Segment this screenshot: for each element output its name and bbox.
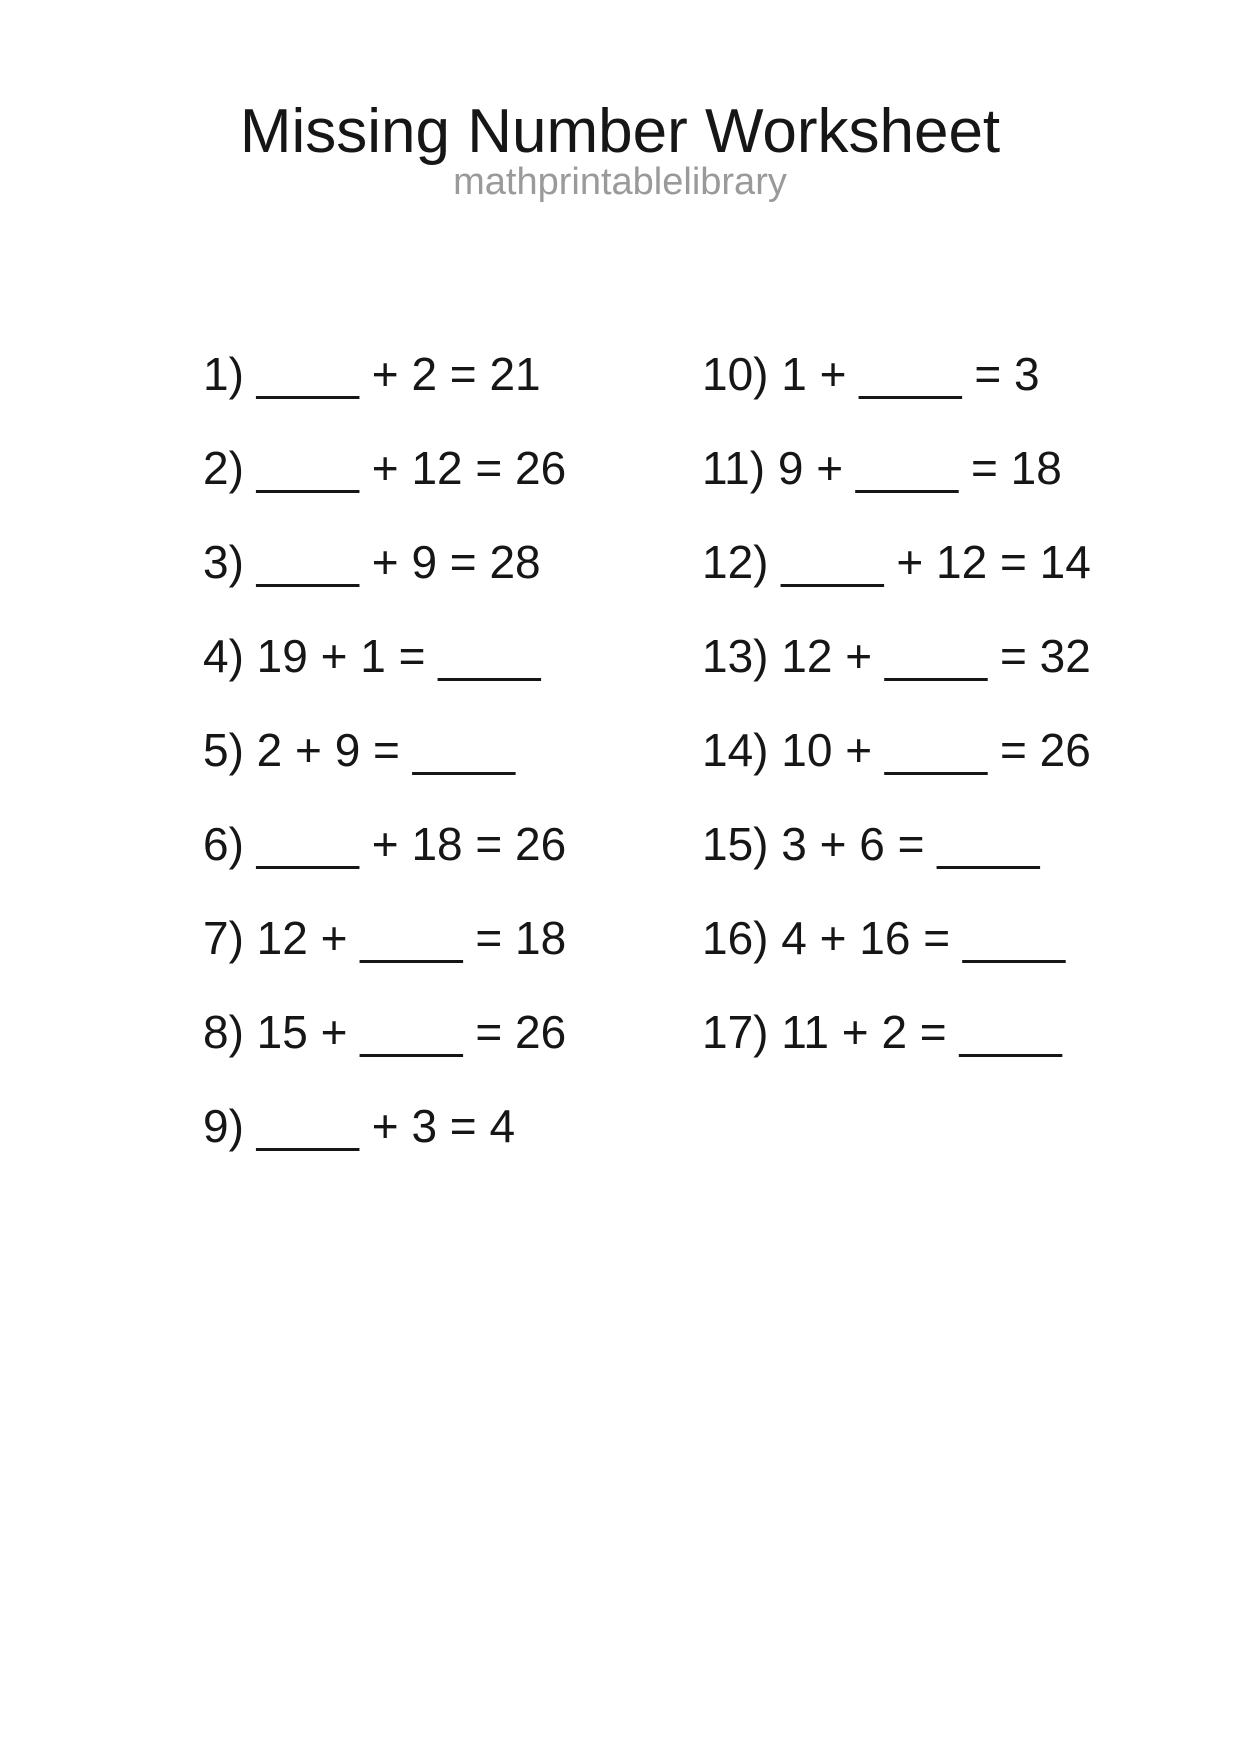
problem-9: 9) ____ + 3 = 4 [203,1100,516,1152]
problem-8: 8) 15 + ____ = 26 [203,1006,567,1058]
worksheet-subtitle: mathprintablelibrary [453,161,787,203]
problem-6: 6) ____ + 18 = 26 [203,818,567,870]
problem-13: 13) 12 + ____ = 32 [702,630,1091,682]
problem-11: 11) 9 + ____ = 18 [702,442,1062,494]
problem-3: 3) ____ + 9 = 28 [203,536,541,588]
problem-2: 2) ____ + 12 = 26 [203,442,567,494]
problem-14: 14) 10 + ____ = 26 [702,724,1091,776]
problem-12: 12) ____ + 12 = 14 [702,536,1091,588]
problem-1: 1) ____ + 2 = 21 [203,348,541,400]
problem-10: 10) 1 + ____ = 3 [702,348,1040,400]
problem-5: 5) 2 + 9 = ____ [203,724,516,776]
problems-column-right [702,327,1091,1079]
problem-7: 7) 12 + ____ = 18 [203,912,567,964]
problem-17: 17) 11 + 2 = ____ [702,1006,1062,1058]
problems-column-left [203,327,566,1173]
problem-15: 15) 3 + 6 = ____ [702,818,1040,870]
problem-16: 16) 4 + 16 = ____ [702,912,1066,964]
problem-4: 4) 19 + 1 = ____ [203,630,541,682]
worksheet-title: Missing Number Worksheet [239,97,1001,166]
